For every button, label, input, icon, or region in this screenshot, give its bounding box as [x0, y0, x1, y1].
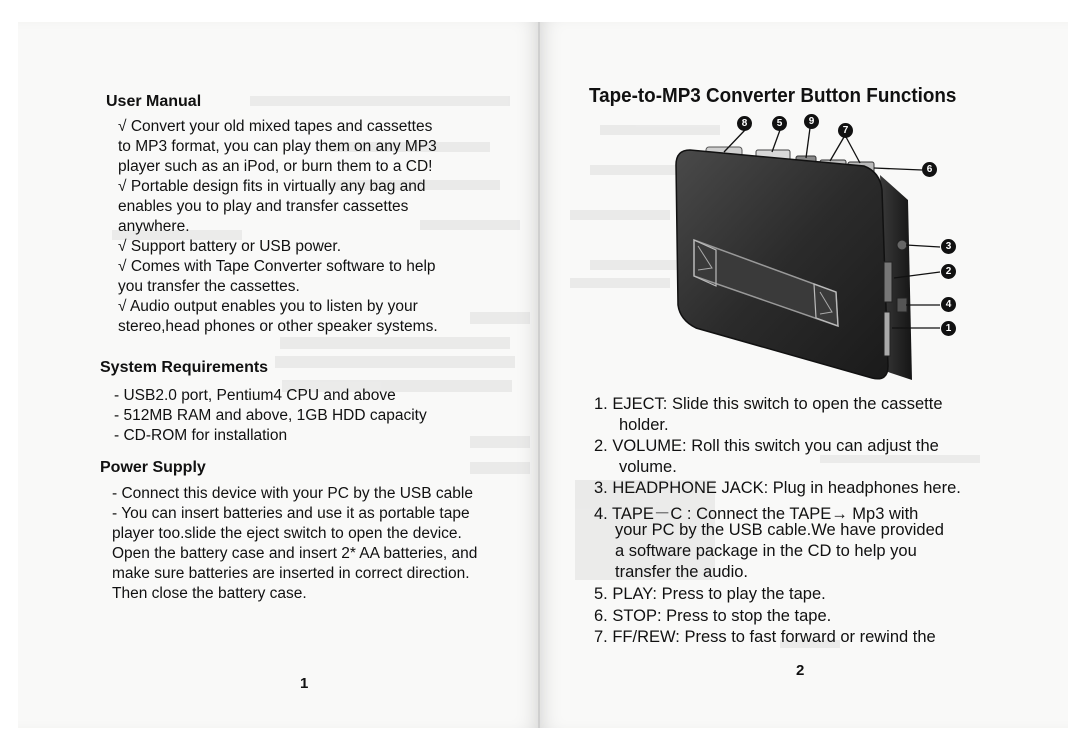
user-manual-heading: User Manual: [106, 93, 202, 110]
system-requirements-heading: System Requirements: [100, 359, 269, 376]
power-supply-line: - Connect this device with your PC by the USB cable: [112, 485, 473, 502]
function-line: 4. TAPE－C : Connect the TAPE→ Mp3 with: [594, 505, 919, 523]
user-manual-line: √ Audio output enables you to listen by your: [118, 298, 418, 315]
user-manual-line: enables you to play and transfer cassettes: [118, 198, 409, 215]
page-number: 2: [796, 662, 805, 679]
user-manual-line: stereo,head phones or other speaker systems.: [118, 318, 438, 335]
function-line: a software package in the CD to help you: [615, 542, 917, 560]
callout-2: 2: [941, 264, 956, 279]
function-line: transfer the audio.: [615, 563, 748, 581]
power-supply-line: player too.slide the eject switch to open the device.: [112, 525, 462, 542]
function-line: 1. EJECT: Slide this switch to open the cassette: [594, 395, 943, 413]
user-manual-line: √ Support battery or USB power.: [118, 238, 342, 255]
callout-9: 9: [804, 114, 819, 129]
user-manual-line: player such as an iPod, or burn them to a CD!: [118, 158, 433, 175]
user-manual-line: to MP3 format, you can play them on any MP3: [118, 138, 437, 155]
power-supply-line: Then close the battery case.: [112, 585, 307, 602]
callout-7: 7: [838, 123, 853, 138]
function-line: holder.: [619, 416, 669, 434]
system-requirements-line: - CD-ROM for installation: [114, 427, 288, 444]
page-title: Tape-to-MP3 Converter Button Functions: [589, 84, 957, 107]
user-manual-line: √ Portable design fits in virtually any bag and: [118, 178, 426, 195]
power-supply-line: Open the battery case and insert 2* AA batteries, and: [112, 545, 478, 562]
page-number: 1: [300, 675, 309, 692]
function-line: 5. PLAY: Press to play the tape.: [594, 585, 826, 603]
callout-8: 8: [737, 116, 752, 131]
power-supply-line: make sure batteries are inserted in correct direction.: [112, 565, 470, 582]
callout-5: 5: [772, 116, 787, 131]
user-manual-line: √ Comes with Tape Converter software to help: [118, 258, 436, 275]
function-line: 6. STOP: Press to stop the tape.: [594, 607, 832, 625]
callout-3: 3: [941, 239, 956, 254]
callout-1: 1: [941, 321, 956, 336]
power-supply-heading: Power Supply: [100, 459, 206, 476]
function-line: 2. VOLUME: Roll this switch you can adjust the: [594, 437, 939, 455]
function-line: 3. HEADPHONE JACK: Plug in headphones here.: [594, 479, 961, 497]
power-supply-line: - You can insert batteries and use it as portable tape: [112, 505, 470, 522]
system-requirements-line: - 512MB RAM and above, 1GB HDD capacity: [114, 407, 427, 424]
callout-6: 6: [922, 162, 937, 177]
callout-4: 4: [941, 297, 956, 312]
system-requirements-line: - USB2.0 port, Pentium4 CPU and above: [114, 387, 396, 404]
function-line: your PC by the USB cable.We have provided: [615, 521, 944, 539]
user-manual-line: anywhere.: [118, 218, 190, 235]
user-manual-line: you transfer the cassettes.: [118, 278, 300, 295]
function-line: 7. FF/REW: Press to fast forward or rewind the: [594, 628, 936, 646]
user-manual-line: √ Convert your old mixed tapes and cassettes: [118, 118, 433, 135]
function-line: volume.: [619, 458, 677, 476]
